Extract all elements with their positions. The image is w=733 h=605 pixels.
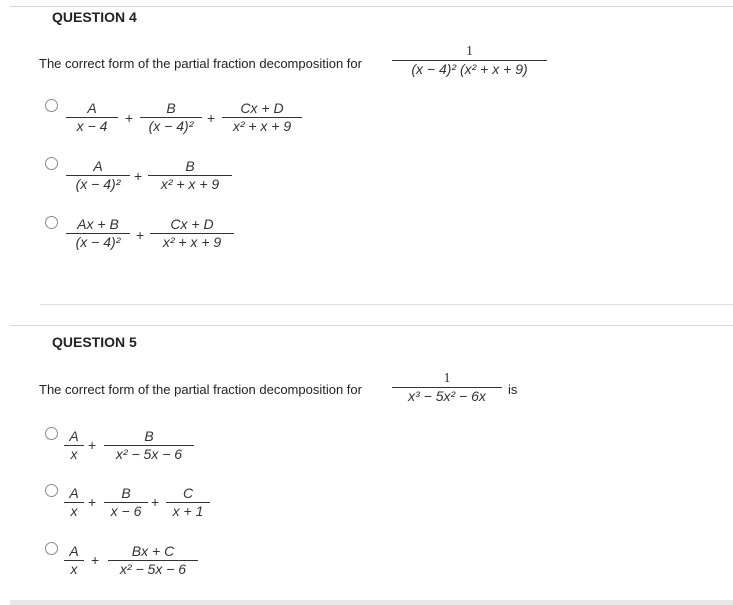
term-numerator: A — [87, 100, 97, 116]
term-denominator: x² + x + 9 — [160, 176, 220, 192]
term-numerator: B — [185, 158, 195, 174]
choice-term — [222, 100, 302, 135]
term-denominator: x² + x + 9 — [232, 118, 292, 134]
plus-sign: + — [125, 110, 134, 126]
question-4-prompt: The correct form of the partial fraction decomposition for — [39, 56, 362, 71]
top-divider — [10, 6, 733, 7]
choice-term — [104, 428, 194, 463]
expression-denominator: (x − 4)² (x² + x + 9) — [411, 61, 528, 77]
choice-term — [66, 158, 130, 193]
term-denominator: (x − 4)² — [75, 176, 121, 192]
term-numerator: Cx + D — [170, 216, 214, 232]
term-denominator: x − 4 — [76, 118, 108, 134]
radio-button[interactable] — [45, 216, 58, 229]
term-denominator: x² + x + 9 — [162, 234, 222, 250]
choice-term — [104, 485, 148, 520]
term-numerator: A — [69, 428, 79, 444]
expression-numerator: 1 — [443, 371, 451, 386]
plus-sign: + — [134, 168, 143, 184]
term-denominator: x — [70, 446, 78, 462]
question-5-suffix: is — [508, 382, 518, 397]
term-numerator: B — [144, 428, 154, 444]
plus-sign: + — [88, 437, 97, 453]
question-5-title: QUESTION 5 — [52, 334, 137, 350]
plus-sign: + — [136, 227, 145, 243]
expression-numerator: 1 — [466, 44, 473, 59]
choice-term — [148, 158, 232, 193]
plus-sign: + — [151, 494, 160, 510]
plus-sign: + — [91, 552, 100, 568]
term-denominator: x — [70, 561, 78, 577]
term-denominator: (x − 4)² — [75, 234, 121, 250]
choice-term — [64, 485, 84, 520]
radio-button[interactable] — [45, 542, 58, 555]
question-5-prompt: The correct form of the partial fraction decomposition for — [39, 382, 362, 397]
radio-button[interactable] — [45, 427, 58, 440]
question-4-expression — [392, 43, 547, 78]
plus-sign: + — [207, 110, 216, 126]
term-denominator: x² − 5x − 6 — [119, 561, 187, 577]
term-denominator: x² − 5x − 6 — [115, 446, 183, 462]
question-divider — [40, 304, 733, 305]
term-numerator: C — [182, 485, 194, 501]
choice-term — [66, 216, 130, 251]
term-numerator: B — [166, 100, 176, 116]
expression-denominator: x³ − 5x² − 6x — [408, 388, 486, 404]
term-numerator: B — [121, 485, 131, 501]
term-denominator: x + 1 — [172, 503, 204, 519]
radio-button[interactable] — [45, 99, 58, 112]
question-4-title: QUESTION 4 — [52, 9, 137, 25]
choice-term — [150, 216, 234, 251]
radio-button[interactable] — [45, 157, 58, 170]
term-denominator: x — [70, 503, 78, 519]
term-denominator: (x − 4)² — [148, 118, 194, 134]
bottom-scroll-edge — [10, 600, 733, 605]
term-numerator: Ax + B — [77, 216, 119, 232]
plus-sign: + — [88, 494, 97, 510]
term-numerator: Bx + C — [131, 543, 175, 559]
term-numerator: A — [69, 543, 79, 559]
question-5-expression — [392, 370, 502, 405]
term-numerator: Cx + D — [240, 100, 284, 116]
choice-term — [66, 100, 118, 135]
term-denominator: x − 6 — [110, 503, 142, 519]
choice-term — [64, 543, 84, 578]
radio-button[interactable] — [45, 484, 58, 497]
term-numerator: A — [69, 485, 79, 501]
choice-term — [108, 543, 198, 578]
choice-term — [140, 100, 202, 135]
term-numerator: A — [93, 158, 103, 174]
choice-term — [64, 428, 84, 463]
section-divider — [10, 325, 733, 326]
choice-term — [166, 485, 210, 520]
